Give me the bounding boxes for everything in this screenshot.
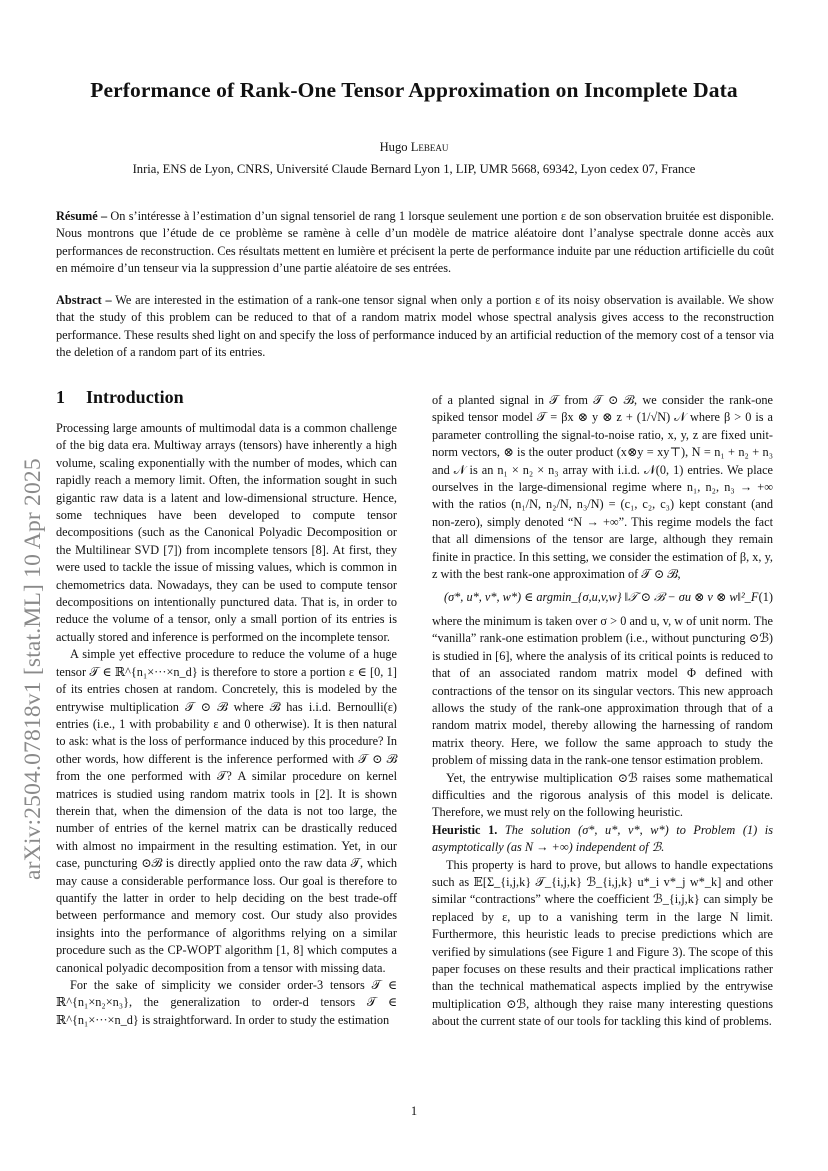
author-last-name: Lebeau bbox=[410, 140, 449, 154]
section-number: 1 bbox=[56, 387, 65, 407]
affiliation: Inria, ENS de Lyon, CNRS, Université Claude Bernard Lyon 1, LIP, UMR 5668, 69342, Lyon cedex 07, France bbox=[132, 162, 696, 176]
equation-body: (σ*, u*, v*, w*) ∈ argmin_{σ,u,v,w} ‖𝒯 ⊙ ℬ − σu ⊗ v ⊗ w‖²_F bbox=[444, 590, 759, 605]
model-paragraph: of a planted signal in 𝒯 from 𝒯 ⊙ ℬ, we consider the rank-one spiked tensor model 𝒯 = βx ⊗ y ⊗ z + (1/√N) 𝒩 where β > 0 is a parameter controlling the signal-to-noise ratio, x, y, z are fixed unit-norm vectors, ⊗ is the outer product (x⊗y = xy⊤), N = n₁ + n₂ + n₃ and 𝒩 is an n₁ × n₂ × n₃ array with i.i.d. 𝒩(0, 1) entries. We place ourselves in the large-dimensional regime where n₁, n₂, n₃ → +∞ with the ratios (n₁/N, n₂/N, n₃/N) = (c₁, c₂, c₃) kept constant (and non-zero), simply denoted “N → +∞”. This regime models the fact that all dimensions of the tensor are large, although they remain finite in practice. In this setting, we consider the estimation of β, x, y, z with the best rank-one approximation of 𝒯 ⊙ ℬ, bbox=[432, 393, 773, 582]
resume-label: Résumé – bbox=[56, 209, 108, 223]
heuristic-statement bbox=[432, 822, 773, 857]
abstract-block bbox=[56, 292, 774, 362]
heuristic-label: Heuristic 1. bbox=[432, 822, 498, 837]
author-first-name: Hugo bbox=[379, 140, 408, 154]
section-heading bbox=[56, 386, 397, 408]
equation-label: (1) bbox=[758, 590, 773, 605]
equation-1 bbox=[444, 589, 773, 606]
closing-paragraph: This property is hard to prove, but allows to handle expectations such as 𝔼[Σ_{i,j,k} 𝒯_{i,j,k} ℬ_{i,j,k} u*_i v*_j w*_k] and other similar “contractions” where the coefficient ℬ_{i,j,k} can simply be replaced by ε, up to a vanishing term in the large N limit. Furthermore, this heuristic leads to precise predictions which are verified by simulations (see Figure 1 and Figure 3). The scope of this paper focuses on these results and their practical implications rather than the technical mathematical aspects implied by the entrywise multiplication ⊙ℬ, although they raise many interesting questions about the current state of our tools for tackling this kind of problems. bbox=[432, 857, 773, 1029]
intro-paragraph-3: For the sake of simplicity we consider order-3 tensors 𝒯 ∈ ℝ^{n₁×n₂×n₃}, the generalization to order-d tensors 𝒯 ∈ ℝ^{n₁×···×n_d} is straightforward. In order to study the estimation bbox=[56, 978, 397, 1027]
right-column bbox=[432, 392, 773, 1031]
abstract-label: Abstract – bbox=[56, 293, 112, 307]
page-number: 1 bbox=[410, 1104, 418, 1118]
vanilla-paragraph: where the minimum is taken over σ > 0 and u, v, w of unit norm. The “vanilla” rank-one estimation problem (i.e., without puncturing ⊙ℬ) is studied in [6], where the analysis of its critical points is reduced to that of an associated random matrix model Φ defined with contractions of the tensor on its singular vectors. This new approach allows the study of the rank-one approximation through that of a random matrix model, thereby allowing the harnessing of random matrix theory. Here, we follow the same approach to study the problem of missing data in the rank-one tensor estimation problem. bbox=[432, 613, 773, 768]
abstract-text: We are interested in the estimation of a rank-one tensor signal when only a portion ε of its noisy observation is available. We show that the study of this problem can be reduced to that of a random matrix model whose spectral analysis gives access to the reconstruction performance. These results shed light on and specify the loss of performance induced by an artificial reduction of the memory cost of a tensor via the deletion of a random part of its entries. bbox=[56, 293, 774, 360]
author-line bbox=[0, 140, 828, 155]
heuristic-intro-paragraph: Yet, the entrywise multiplication ⊙ℬ raises some mathematical difficulties and the rigorous analysis of this model is delicate. Therefore, we must rely on the following heuristic. bbox=[432, 770, 773, 820]
resume-block bbox=[56, 208, 774, 278]
paper-title: Performance of Rank-One Tensor Approximation on Incomplete Data bbox=[90, 78, 738, 102]
arxiv-side-stamp: arXiv:2504.07818v1 [stat.ML] 10 Apr 2025 bbox=[20, 458, 46, 880]
left-column bbox=[56, 386, 397, 1029]
heuristic-text: The solution (σ*, u*, v*, w*) to Problem (1) is asymptotically (as N → +∞) independent of ℬ. bbox=[432, 822, 773, 855]
intro-paragraph-1: Processing large amounts of multimodal data is a common challenge of the big data era. Multiway arrays (tensors) have inherently a high volume, scaling exponentially with the number of modes, which can rapidly reach a memory limit. Often, the information sought in such gigantic raw data is a latent and low-dimensional structure. Hence, some techniques have been developed to compute tensor decompositions (such as the Canonical Polyadic Decomposition or the Multilinear SVD [7]) from incomplete tensors [8]. At first, they were used to tackle the issue of missing values, which is common in chemometrics data. Nowadays, they can be used to compute tensor decompositions on intentionally punctured data. That is, in order to reduce the volume of a tensor, only a small portion of its entries is actually stored and inference is performed on the incomplete tensor. bbox=[56, 421, 397, 644]
intro-paragraph-2: A simple yet effective procedure to reduce the volume of a huge tensor 𝒯 ∈ ℝ^{n₁×···×n_d} is therefore to store a portion ε ∈ [0, 1] of its entries chosen at random. Concretely, this is modeled by the entrywise multiplication 𝒯 ⊙ ℬ where ℬ has i.i.d. Bernoulli(ε) entries (i.e., 1 with probability ε and 0 otherwise). It is then natural to ask: what is the loss of performance induced by this procedure? In other words, how different is the inference performed with 𝒯 ⊙ ℬ from the one performed with 𝒯? A similar procedure on kernel matrices is studied using random matrix tools in [2]. It is shown therein that, when the dimension of the data is not too large, the number of entries of the kernel matrix can be drastically reduced with almost no impairment in the resulting estimation. Yet, in our case, puncturing ⊙ℬ is directly applied onto the raw data 𝒯, which may cause a considerable performance loss. Our goal is therefore to quantify the latter in order to help deciding on the best trade-off between performance and memory cost. Our study also provides insights into the performance of algorithms relying on a similar procedure such as the CP-WOPT algorithm [1, 8] which computes a canonical polyadic decomposition from a tensor with missing data. bbox=[56, 647, 397, 975]
resume-text: On s’intéresse à l’estimation d’un signal tensoriel de rang 1 lorsque seulement une portion ε de son observation bruitée est disponible. Nous montrons que l’étude de ce problème se ramène à celle d’un modèle de matrice aléatoire dont l’analyse spectrale donne accès aux performances de reconstruction. Ces résultats mettent en lumière et précisent la perte de performance induite par une réduction artificielle du coût en mémoire d’un tenseur via la suppression d’une partie aléatoire de ses entrées. bbox=[56, 209, 774, 276]
section-title: Introduction bbox=[86, 387, 184, 407]
